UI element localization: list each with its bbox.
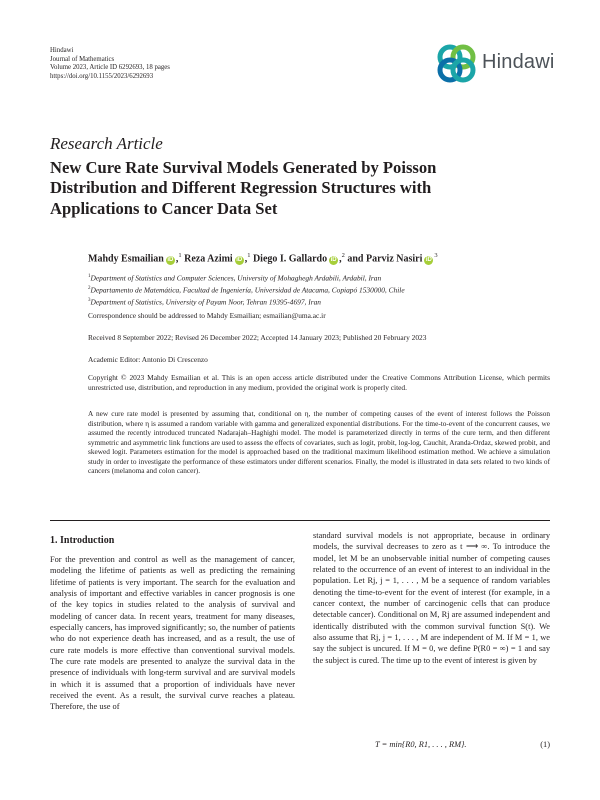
affiliation-text: Departamento de Matemática, Facultad de Ingeniería, Universidad de Atacama, Copiapó 1530000, Chile [90,285,405,295]
orcid-icon[interactable]: iD [330,257,337,264]
volume-line: Volume 2023, Article ID 6292693, 18 pages [50,64,170,72]
affiliation-text: Department of Statistics and Computer Sciences, University of Mohaghegh Ardabili, Ardabil, Iran [90,273,382,283]
author-affil-ref: 1 [178,252,182,259]
journal-name: Journal of Mathematics [50,55,115,63]
affiliation-ref: 3 [88,298,91,304]
divider [50,520,550,521]
author-name[interactable]: Parviz Nasiri [366,253,423,265]
abstract: A new cure rate model is presented by assuming that, conditional on η, the number of competing causes of the event of interest follows the Poisson distribution, where η is assumed a random variable with gamma and generalized exponential distributions. For the time-to-event of the concurrent causes, we assumed the recently introduced truncated Nadarajah–Haghighi model. The model is parameterized directly in terms of the cure term, and then different symmetric and asymmetric link functions are used to assess the effects of covariates, such as logit, probit, log-log, Cauchit, Aranda-Ordaz, skewed probit, and skewed logit. Parameters estimation for the model is approached based on the traditional maximum likelihood estimation method. We achieve a simulation study in order to investigate the performance of these estimators under different scenarios. Finally, the model is illustrated in data sets related to two kinds of cancers (melanoma and colon cancer). [88,409,550,476]
author-list: Mahdy Esmailian iD ,$^1$ Reza Azimi iD ,$^1$ Diego I. Gallardo iD ,$^2$ and Parviz Nasiri $iD^3$ [88,252,438,265]
affiliation-ref: 1 [88,274,91,279]
orcid-icon[interactable]: iD [236,257,243,264]
academic-editor: Academic Editor: Antonio Di Crescenzo [88,355,208,364]
affiliation-text: Department of Statistics, University of Payam Noor, Tehran 19395-4697, Iran [90,297,321,307]
publication-dates: Received 8 September 2022; Revised 26 December 2022; Accepted 14 January 2023; Published 20 February 2023 [88,333,427,342]
body-column-right: standard survival models is not appropriate, because in ordinary models, the survival decreases to zero as t ⟶ ∞. To introduce the model, let M be an unobservable initial number of competing causes related to the occurrence of an event of interest to an individual in the population. Let Rj, j = 1, . . . , M be a sequence of random variables denoting the time-to-event for the event of interest (for example, in a cancer context, the number of carcinogenic cells that can produce detectable cancer). Conditional on M, Rj are assumed independent and identically distributed with the common survival function S(t). We also assume that Rj, j = 1, . . . , M are independent of M. If M = 1, we say the subject is uncured. If M = 0, we define P(R0 = ∞) = 1 and say the subject is cured. The time up to the event of interest is given by [313,531,550,665]
correspondence: Correspondence should be addressed to Mahdy Esmailian; esmailian@uma.ac.ir [88,311,326,320]
article-type: Research Article [50,134,163,153]
copyright-notice: Copyright © 2023 Mahdy Esmailian et al. This is an open access article distributed under the Creative Commons Attribution License, which permits unrestricted use, distribution, and reproduction in any medium, provided the original work is properly cited. [88,373,550,392]
article-title: New Cure Rate Survival Models Generated by Poisson Distribution and Different Regression Structures with Applications to Cancer Data Set [50,158,437,218]
affiliation [88,296,405,308]
orcid-icon[interactable]: iD [167,257,174,264]
equation-body: T = min{R0, R1, . . . , RM}. [375,740,467,749]
orcid-icon[interactable]: iD [425,257,432,264]
body-column-left: For the prevention and control as well as the management of cancer, modeling the lifetime of patients as well as predicting the remaining lifetime of patients is very important. The search for the evaluation and analysis of important and effective variables in cancer prognosis is one of the key topics in studies related to the analysis of survival and modeling of cancer data. In recent years, treatment for many diseases, especially cancers, has improved significantly; so, the number of patients who do not experience death has increased, and as a result, the use of cure rate models is more effective than conventional survival models. The cure rate models are presented to analyze the survival data in the presence of individuals with long-term survival and are survival models in which it is assumed that a proportion of individuals have never received the event. As a result, the survival curve reaches a plateau. Therefore, the use of [50,555,295,712]
publisher-name: Hindawi [50,47,74,54]
author-affil-ref: 3 [434,252,438,259]
journal-meta [50,47,170,82]
section-heading: 1. Introduction [50,535,115,546]
author-name[interactable]: Diego I. Gallardo [252,253,328,265]
affiliations [88,272,405,308]
doi-link[interactable]: https://doi.org/10.1155/2023/6292693 [50,73,154,81]
author-name[interactable]: Mahdy Esmailian [88,253,164,265]
affiliation-ref: 2 [88,286,91,292]
author-name[interactable]: Reza Azimi [184,253,233,265]
authors-and: and [347,253,364,265]
affiliation [88,284,405,296]
affiliation [88,272,405,284]
author-affil-ref: 2 [341,252,345,259]
author-affil-ref: 1 [247,252,251,259]
logo-text: Hindawi [482,51,555,73]
equation-number: (1) [540,740,550,749]
